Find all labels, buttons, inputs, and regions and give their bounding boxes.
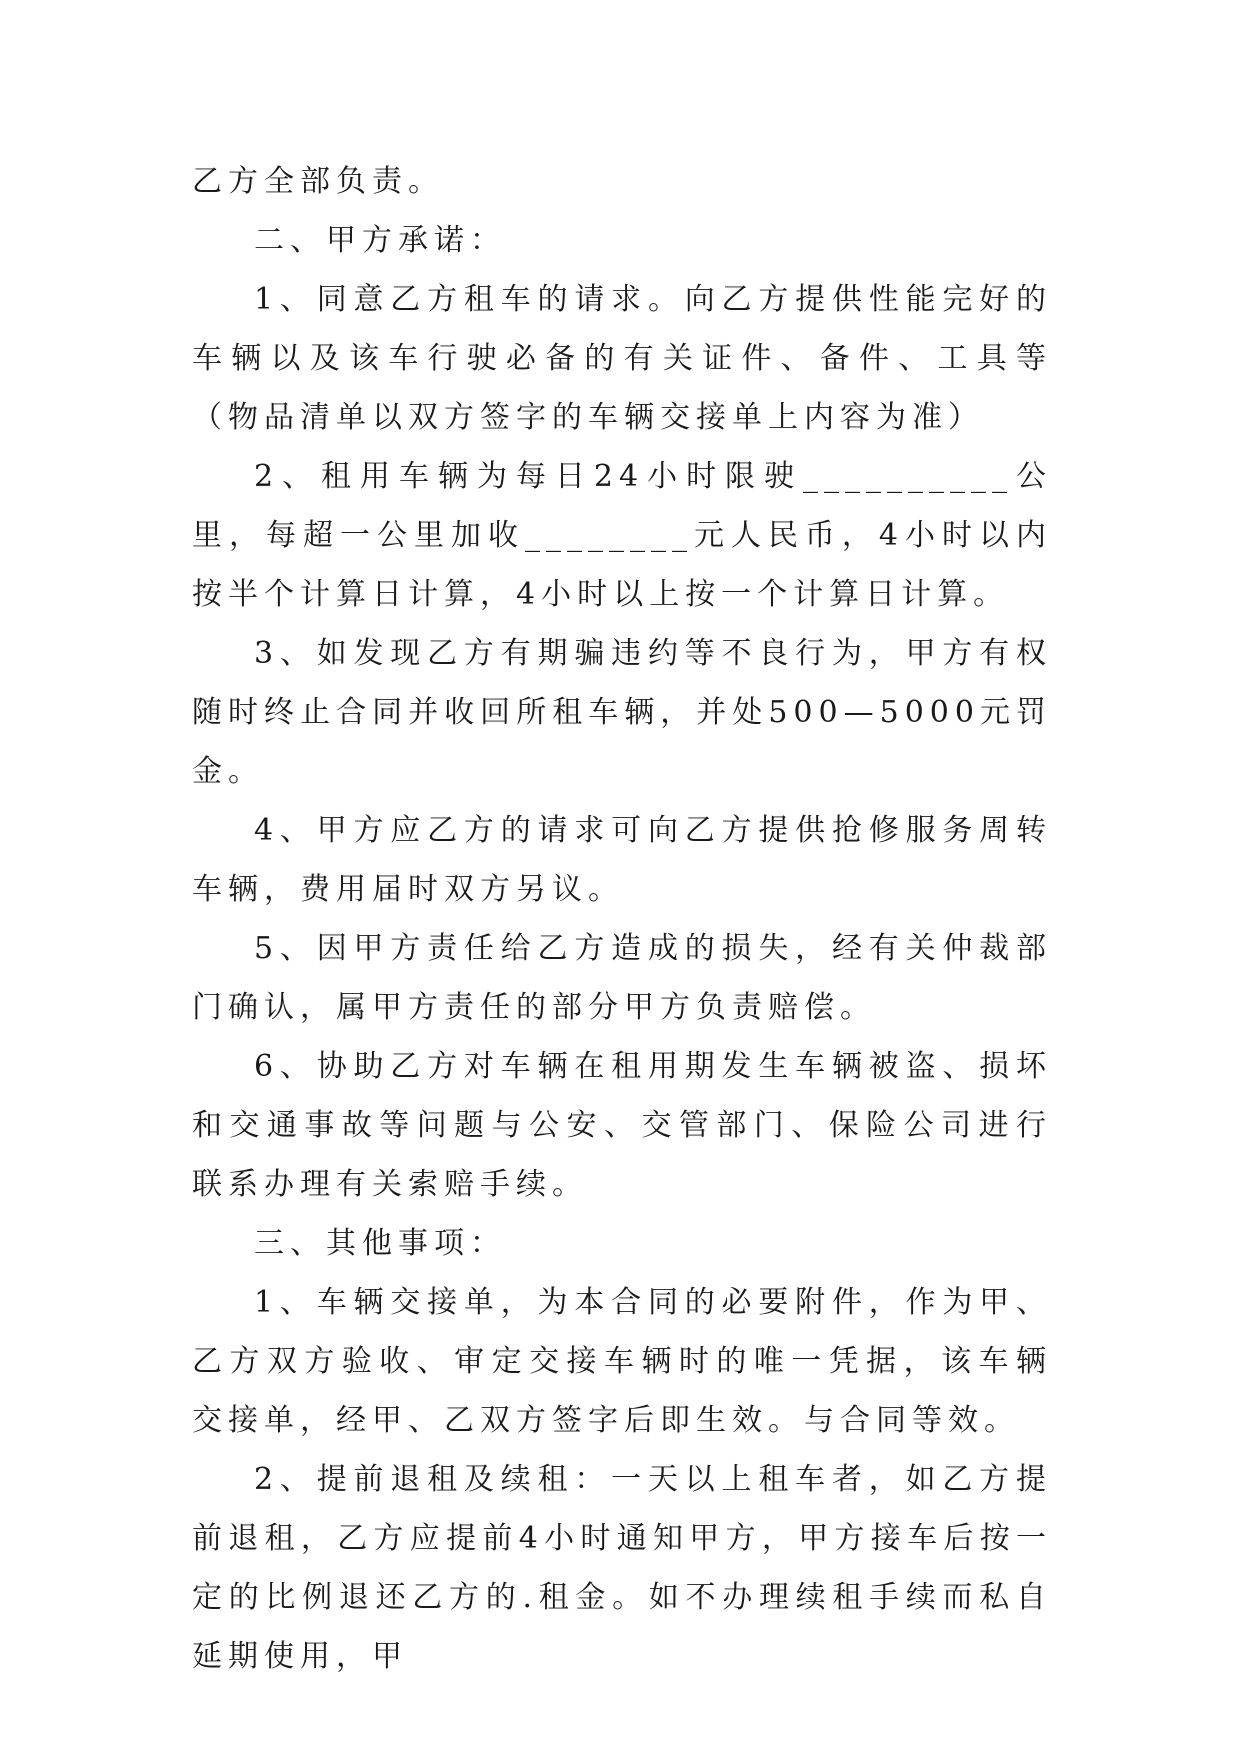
paragraph-5: 3、如发现乙方有期骗违约等不良行为，甲方有权随时终止合同并收回所租车辆，并处500—5000元罚金。 bbox=[192, 636, 1052, 789]
paragraph-6: 4、甲方应乙方的请求可向乙方提供抢修服务周转车辆，费用届时双方另议。 bbox=[192, 813, 1052, 907]
paragraph-11: 2、提前退租及续租：一天以上租车者，如乙方提前退租，乙方应提前4小时通知甲方，甲方接车后按一定的比例退还乙方的.租金。如不办理续租手续而私自延期使用，甲 bbox=[192, 1462, 1052, 1674]
section-heading-3: 三、其他事项： bbox=[254, 1226, 506, 1261]
paragraph-10: 1、车辆交接单，为本合同的必要附件，作为甲、乙方双方验收、审定交接车辆时的唯一凭据，该车辆交接单，经甲、乙双方签字后即生效。与合同等效。 bbox=[192, 1285, 1052, 1438]
paragraph-4: 2、租用车辆为每日24小时限驶__________公里，每超一公里加收________元人民币，4小时以内按半个计算日计算，4小时以上按一个计算日计算。 bbox=[192, 459, 1052, 612]
section-heading-2: 二、甲方承诺： bbox=[254, 223, 506, 258]
paragraph-8: 6、协助乙方对车辆在租用期发生车辆被盗、损坏和交通事故等问题与公安、交管部门、保险公司进行联系办理有关索赔手续。 bbox=[192, 1049, 1052, 1202]
document-body bbox=[192, 152, 1052, 1686]
paragraph-7: 5、因甲方责任给乙方造成的损失，经有关仲裁部门确认，属甲方责任的部分甲方负责赔偿。 bbox=[192, 931, 1052, 1025]
paragraph-1: 乙方全部负责。 bbox=[192, 164, 444, 199]
paragraph-3: 1、同意乙方租车的请求。向乙方提供性能完好的车辆以及该车行驶必备的有关证件、备件、工具等（物品清单以双方签字的车辆交接单上内容为准） bbox=[192, 282, 1052, 435]
